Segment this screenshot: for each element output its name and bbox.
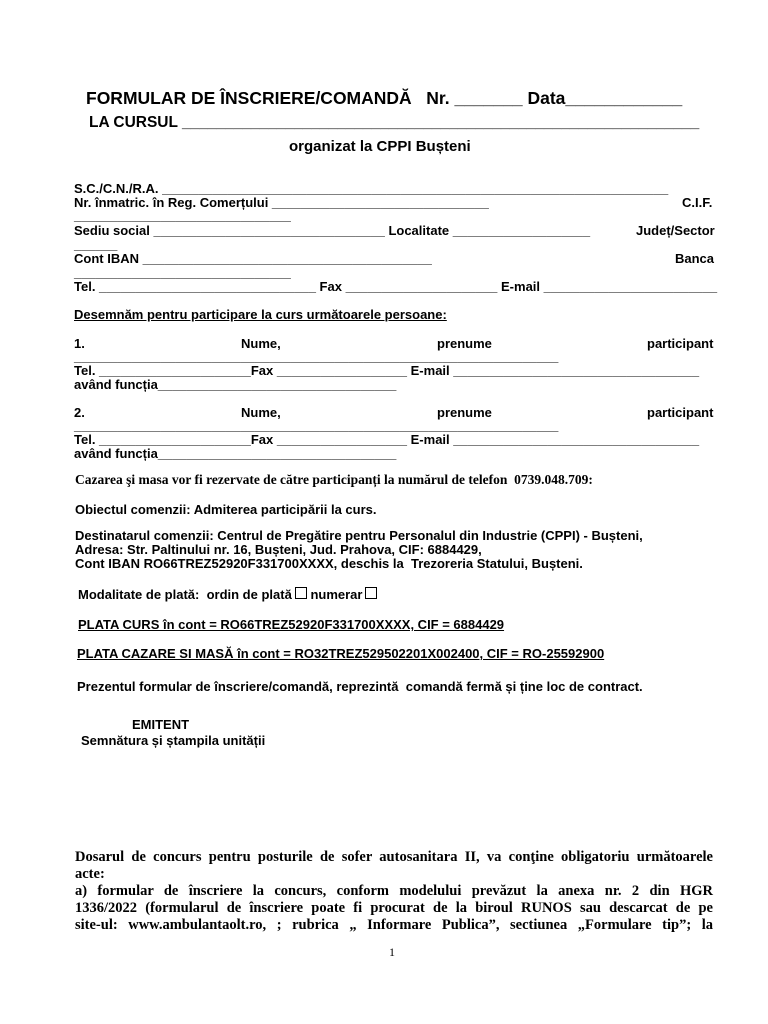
participant-2-number: 2. — [74, 405, 85, 420]
emitent-label: EMITENT — [132, 717, 190, 732]
participant-2-underline: ___________________________________________________________________ — [74, 418, 559, 433]
dosar-line-1: Dosarul de concurs pentru posturile de sofer autosanitara II, va conţine obligatoriu următoarele — [75, 849, 713, 865]
participant-1-number: 1. — [74, 336, 85, 351]
numerar-label: numerar — [310, 587, 363, 602]
banca-underline: ______________________________ — [74, 265, 291, 280]
organized-line: organizat la CPPI Bușteni — [289, 138, 471, 155]
dosar-line-3: 1336/2022 (formularul de înscriere poate fi procurat de la biroul RUNOS sau descarcat de pe — [75, 900, 713, 916]
sediu-line: Sediu social ________________________________ Localitate ___________________ — [74, 223, 591, 238]
course-line: LA CURSUL ____________________________________________________________ — [89, 114, 700, 131]
company-name-line: S.C./C.N./R.A. ______________________________________________________________________ — [74, 181, 669, 196]
participant-1-prenume: prenume — [437, 336, 492, 351]
cazare-note: Cazarea şi masa vor fi rezervate de către participanți la numărul de telefon 0739.048.709: — [75, 472, 593, 487]
prezentul-note: Prezentul formular de înscriere/comandă, reprezintă comandă fermă și ține loc de contract. — [77, 679, 643, 694]
participant-1-functie: având funcția_________________________________ — [74, 377, 397, 392]
participant-1-underline: ___________________________________________________________________ — [74, 349, 559, 364]
participant-2-prenume: prenume — [437, 405, 492, 420]
destinatar-line-3: Cont IBAN RO66TREZ52920F331700XXXX, deschis la Trezoreria Statului, Bușteni. — [75, 556, 583, 571]
dosar-line-1b: acte: — [75, 866, 105, 882]
reg-com-line: Nr. înmatric. în Reg. Comerțului ______________________________ — [74, 195, 489, 210]
contact-line: Tel. ______________________________ Fax _____________________ E-mail ________________________ — [74, 279, 718, 294]
participant-2-nume: Nume, — [241, 405, 281, 420]
cif-label: C.I.F. — [682, 195, 713, 210]
participant-1-participant: participant — [647, 336, 714, 351]
ordin-checkbox[interactable] — [295, 587, 307, 599]
obiect-comenzii: Obiectul comenzii: Admiterea participării la curs. — [75, 502, 377, 517]
plata-curs: PLATA CURS în cont = RO66TREZ52920F331700XXXX, CIF = 6884429 — [78, 617, 505, 632]
participant-2-participant: participant — [647, 405, 714, 420]
semnatura-label: Semnătura și ștampila unității — [81, 733, 266, 748]
payment-label: Modalitate de plată: ordin de plată — [78, 587, 292, 602]
cif-underline: ______________________________ — [74, 208, 291, 223]
destinatar-line-1: Destinatarul comenzii: Centrul de Pregătire pentru Personalul din Industrie (CPPI) - Bușteni, — [75, 528, 643, 543]
participant-1-nume: Nume, — [241, 336, 281, 351]
banca-label: Banca — [675, 251, 715, 266]
iban-line: Cont IBAN ________________________________________ — [74, 251, 432, 266]
participants-heading: Desemnăm pentru participare la curs următoarele persoane: — [74, 307, 447, 322]
judet-underline: ______ — [74, 237, 118, 252]
destinatar-line-2: Adresa: Str. Paltinului nr. 16, Bușteni, Jud. Prahova, CIF: 6884429, — [75, 542, 482, 557]
dosar-line-2: a) formular de înscriere la concurs, conform modelului prevăzut la anexa nr. 2 din HGR — [75, 883, 713, 899]
participant-2-functie: având funcția_________________________________ — [74, 446, 397, 461]
numerar-checkbox[interactable] — [365, 587, 377, 599]
payment-method — [78, 587, 377, 602]
judet-label: Județ/Sector — [636, 223, 715, 238]
page-number: 1 — [389, 945, 395, 959]
dosar-line-4: site-ul: www.ambulantaolt.ro, ; rubrica „ Informare Publica”, sectiunea „Formulare tip”; la — [75, 917, 713, 933]
form-title: FORMULAR DE ÎNSCRIERE/COMANDĂ Nr. _______ Data____________ — [86, 88, 683, 108]
participant-2-contact: Tel. _____________________Fax __________________ E-mail __________________________________ — [74, 432, 700, 447]
plata-cazare: PLATA CAZARE SI MASĂ în cont = RO32TREZ529502201X002400, CIF = RO-25592900 — [77, 646, 605, 661]
participant-1-contact: Tel. _____________________Fax __________________ E-mail __________________________________ — [74, 363, 700, 378]
